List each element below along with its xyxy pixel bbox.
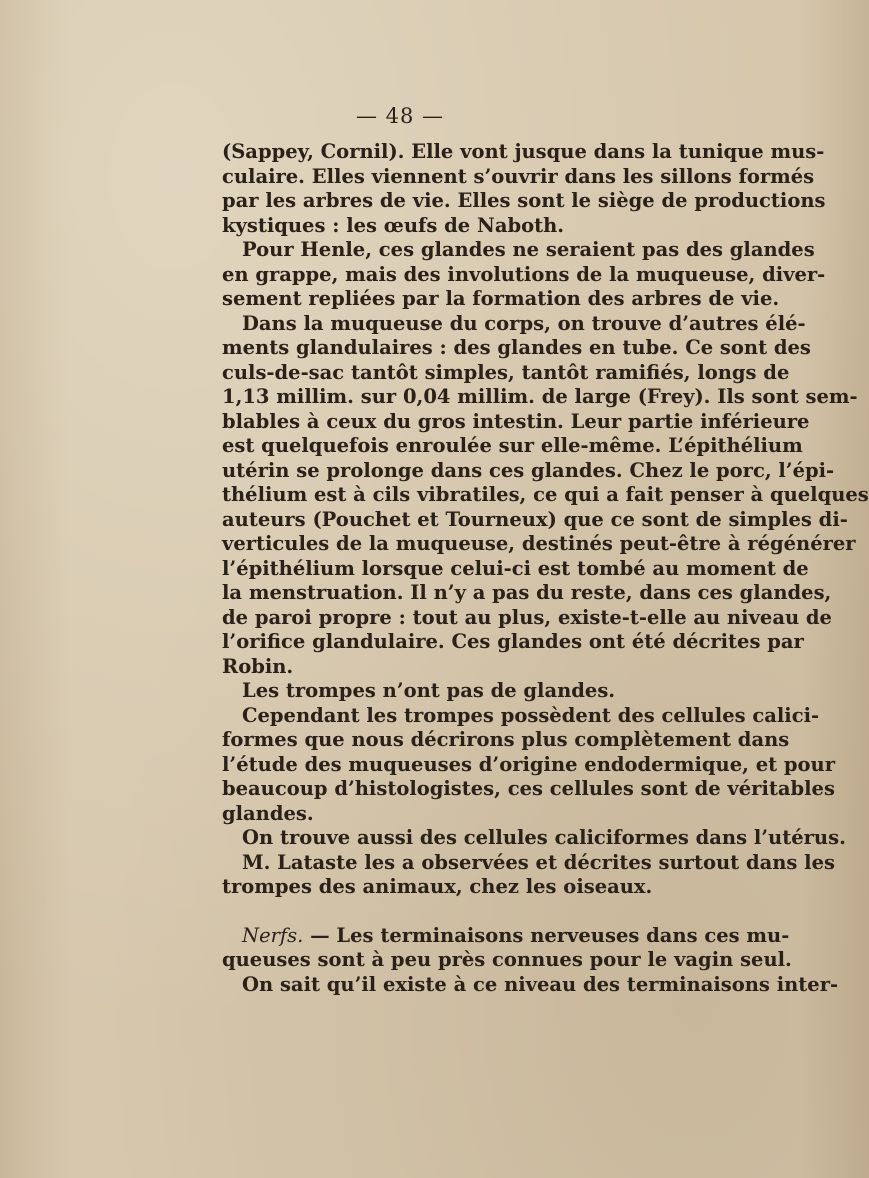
text-line: Cependant les trompes possèdent des cellules calici- xyxy=(242,703,820,727)
nerfs-heading: Nerfs. xyxy=(242,923,304,947)
text-line: Dans la muqueuse du corps, on trouve d’autres élé- xyxy=(242,311,806,335)
text-line: auteurs (Pouchet et Tourneux) que ce sont de simples di- xyxy=(222,507,848,531)
body-text xyxy=(222,140,869,997)
text-line: On trouve aussi des cellules caliciformes dans l’utérus. xyxy=(242,826,846,849)
text-line: l’étude des muqueuses d’origine endodermique, et pour xyxy=(222,752,835,776)
text-line: l’épithélium lorsque celui-ci est tombé au moment de xyxy=(222,556,809,580)
text-line: par les arbres de vie. Elles sont le siège de productions xyxy=(222,189,826,212)
nerfs-line-text: — Les terminaisons nerveuses dans ces mu- xyxy=(303,923,790,947)
text-line: ments glandulaires : des glandes en tube. Ce sont des xyxy=(222,336,811,359)
text-line: en grappe, mais des involutions de la muqueuse, diver- xyxy=(222,262,826,286)
text-line: Pour Henle, ces glandes ne seraient pas des glandes xyxy=(242,238,815,261)
text-line: culaire. Elles viennent s’ouvrir dans les sillons formés xyxy=(222,164,815,188)
text-line: de paroi propre : tout au plus, existe-t-elle au niveau de xyxy=(222,605,832,629)
text-line: Les trompes n’ont pas de glandes. xyxy=(242,679,616,702)
text-line: beaucoup d’histologistes, ces cellules sont de véritables xyxy=(222,777,835,800)
text-line: glandes. xyxy=(222,801,314,825)
text-line: thélium est à cils vibratiles, ce qui a fait penser à quelques xyxy=(222,483,869,506)
text-line: kystiques : les œufs de Naboth. xyxy=(222,213,565,237)
text-line: sement repliées par la formation des arbres de vie. xyxy=(222,287,780,310)
text-line: queuses sont à peu près connues pour le vagin seul. xyxy=(222,948,792,971)
section-gap xyxy=(222,900,708,924)
text-line: est quelquefois enroulée sur elle-même. L’épithélium xyxy=(222,434,803,457)
text-line: On sait qu’il existe à ce niveau des terminaisons inter- xyxy=(242,972,839,996)
text-line: blables à ceux du gros intestin. Leur partie inférieure xyxy=(222,409,810,433)
text-line: la menstruation. Il n’y a pas du reste, dans ces glandes, xyxy=(222,581,832,604)
text-line: formes que nous décrirons plus complètement dans xyxy=(222,728,790,751)
text-line: culs-de-sac tantôt simples, tantôt ramifiés, longs de xyxy=(222,360,790,384)
text-line: 1,13 millim. sur 0,04 millim. de large (Frey). Ils sont sem- xyxy=(222,385,858,408)
text-line: Robin. xyxy=(222,654,294,678)
text-line: M. Lataste les a observées et décrites surtout dans les xyxy=(242,850,835,874)
nerfs-line xyxy=(222,923,790,949)
page-number: — 48 — xyxy=(355,104,445,128)
text-line: verticules de la muqueuse, destinés peut-être à régénérer xyxy=(222,532,856,555)
text-line: utérin se prolonge dans ces glandes. Chez le porc, l’épi- xyxy=(222,458,835,482)
text-line: trompes des animaux, chez les oiseaux. xyxy=(222,875,653,898)
text-line: (Sappey, Cornil). Elle vont jusque dans la tunique mus- xyxy=(222,140,825,163)
text-line: l’orifice glandulaire. Ces glandes ont été décrites par xyxy=(222,630,804,653)
